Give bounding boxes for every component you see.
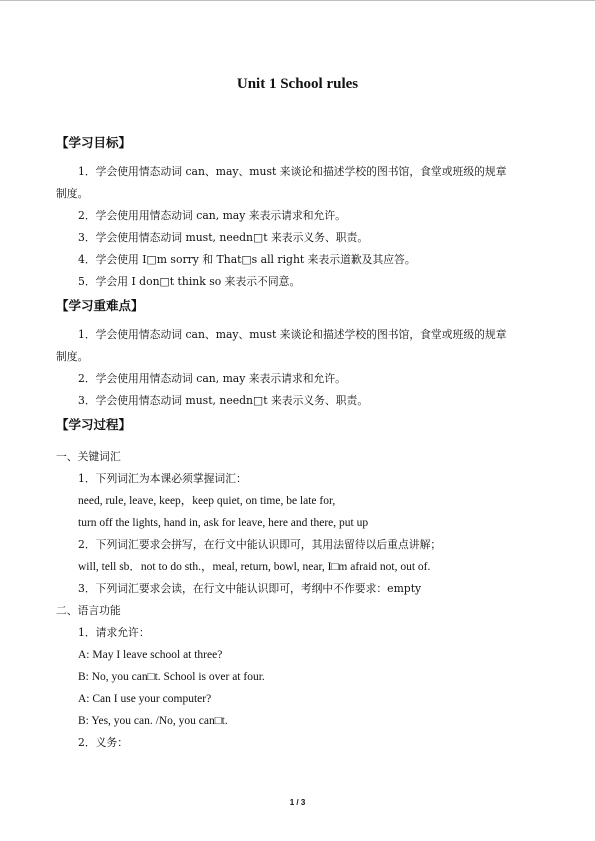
objective-line: 5．学会用 I don□t think so 来表示不同意。 [78, 275, 301, 288]
process-line: B: No, you can□t. School is over at four. [78, 671, 265, 683]
objective-line: 1．学会使用情态动词 can、may、must 来谈论和描述学校的图书馆，食堂或班级的规章 [78, 165, 507, 178]
process-line: 1．请求允许： [78, 626, 150, 639]
process-line: 一、关键词汇 [56, 450, 121, 463]
objectives-heading: 【学习目标】 [56, 135, 132, 150]
process-line: need, rule, leave, keep，keep quiet, on time, be late for, [78, 495, 336, 507]
keypoint-line: 制度。 [56, 350, 89, 363]
keypoint-line: 2．学会使用用情态动词 can, may 来表示请求和允许。 [78, 372, 346, 385]
document-title: Unit 1 School rules [236, 76, 359, 92]
process-line: turn off the lights, hand in, ask for leave, here and there, put up [78, 517, 369, 529]
objective-line: 制度。 [56, 187, 89, 200]
process-line: A: May I leave school at three? [78, 649, 223, 661]
process-line: B: Yes, you can. /No, you can□t. [78, 715, 228, 727]
process-line: 3．下列词汇要求会读，在行文中能认识即可，考纲中不作要求：empty [78, 582, 422, 595]
objective-line: 4．学会使用 I□m sorry 和 That□s all right 来表示道歉及其应答。 [78, 253, 416, 266]
objective-line: 3．学会使用情态动词 must, needn□t 来表示义务、职责。 [78, 231, 369, 244]
process-line: 二、语言功能 [56, 604, 121, 617]
process-line: 2．义务： [78, 736, 129, 749]
page-number: 1 / 3 [289, 798, 306, 807]
process-line: A: Can I use your computer? [78, 693, 212, 705]
process-line: will, tell sb．not to do sth.，meal, return, bowl, near, I□m afraid not, out of. [78, 561, 431, 573]
keypoints-heading: 【学习重难点】 [56, 298, 144, 313]
keypoint-line: 1．学会使用情态动词 can、may、must 来谈论和描述学校的图书馆，食堂或班级的规章 [78, 328, 507, 341]
process-heading: 【学习过程】 [56, 417, 132, 432]
process-line: 2．下列词汇要求会拼写，在行文中能认识即可，其用法留待以后重点讲解； [78, 538, 442, 551]
process-line: 1．下列词汇为本课必须掌握词汇： [78, 472, 247, 485]
page-top-border [0, 0, 595, 1]
objective-line: 2．学会使用用情态动词 can, may 来表示请求和允许。 [78, 209, 346, 222]
keypoint-line: 3．学会使用情态动词 must, needn□t 来表示义务、职责。 [78, 394, 369, 407]
